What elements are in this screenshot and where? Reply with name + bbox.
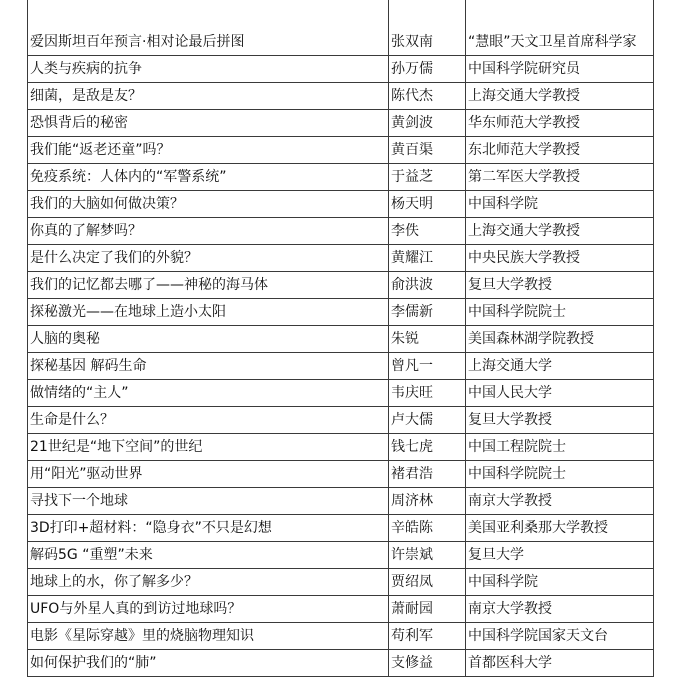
affiliation-cell: 第二军医大学教授 <box>466 164 654 191</box>
affiliation-cell: “慧眼”天文卫星首席科学家 <box>466 0 654 56</box>
affiliation-cell: 中国科学院研究员 <box>466 56 654 83</box>
topic-cell: 探秘基因 解码生命 <box>28 353 389 380</box>
topic-cell: 如何保护我们的“肺” <box>28 650 389 677</box>
topic-cell: 爱因斯坦百年预言·相对论最后拼图 <box>28 0 389 56</box>
table-row <box>28 137 654 164</box>
lecture-table-body <box>28 0 654 677</box>
table-row <box>28 407 654 434</box>
table-row <box>28 272 654 299</box>
affiliation-cell: 中国科学院 <box>466 569 654 596</box>
affiliation-cell: 华东师范大学教授 <box>466 110 654 137</box>
topic-cell: 恐惧背后的秘密 <box>28 110 389 137</box>
affiliation-cell: 中央民族大学教授 <box>466 245 654 272</box>
topic-cell: 人脑的奥秘 <box>28 326 389 353</box>
topic-cell: 21世纪是“地下空间”的世纪 <box>28 434 389 461</box>
topic-cell: 我们的记忆都去哪了——神秘的海马体 <box>28 272 389 299</box>
affiliation-cell: 中国科学院 <box>466 191 654 218</box>
topic-cell: 是什么决定了我们的外貌？ <box>28 245 389 272</box>
table-row <box>28 245 654 272</box>
speaker-cell: 周济林 <box>389 488 466 515</box>
speaker-cell: 萧耐园 <box>389 596 466 623</box>
topic-cell: 电影《星际穿越》里的烧脑物理知识 <box>28 623 389 650</box>
lecture-table <box>27 0 654 677</box>
topic-cell: 3D打印+超材料：“隐身衣”不只是幻想 <box>28 515 389 542</box>
affiliation-cell: 复旦大学 <box>466 542 654 569</box>
speaker-cell: 曾凡一 <box>389 353 466 380</box>
affiliation-cell: 上海交通大学教授 <box>466 83 654 110</box>
table-row <box>28 488 654 515</box>
affiliation-cell: 中国科学院院士 <box>466 299 654 326</box>
affiliation-cell: 东北师范大学教授 <box>466 137 654 164</box>
speaker-cell: 黄剑波 <box>389 110 466 137</box>
table-row <box>28 0 654 56</box>
table-row <box>28 434 654 461</box>
topic-cell: 解码5G “重塑”未来 <box>28 542 389 569</box>
table-row <box>28 650 654 677</box>
table-row <box>28 461 654 488</box>
table-row <box>28 542 654 569</box>
speaker-cell: 陈代杰 <box>389 83 466 110</box>
topic-cell: UFO与外星人真的到访过地球吗？ <box>28 596 389 623</box>
affiliation-cell: 复旦大学教授 <box>466 272 654 299</box>
topic-cell: 细菌，是敌是友？ <box>28 83 389 110</box>
speaker-cell: 韦庆旺 <box>389 380 466 407</box>
speaker-cell: 黄百渠 <box>389 137 466 164</box>
topic-cell: 探秘激光——在地球上造小太阳 <box>28 299 389 326</box>
speaker-cell: 褚君浩 <box>389 461 466 488</box>
table-row <box>28 353 654 380</box>
table-row <box>28 191 654 218</box>
table-row <box>28 164 654 191</box>
affiliation-cell: 复旦大学教授 <box>466 407 654 434</box>
speaker-cell: 黄耀江 <box>389 245 466 272</box>
affiliation-cell: 南京大学教授 <box>466 596 654 623</box>
table-row <box>28 83 654 110</box>
table-row <box>28 515 654 542</box>
affiliation-cell: 中国科学院院士 <box>466 461 654 488</box>
speaker-cell: 李佚 <box>389 218 466 245</box>
affiliation-cell: 美国森林湖学院教授 <box>466 326 654 353</box>
topic-cell: 寻找下一个地球 <box>28 488 389 515</box>
topic-cell: 你真的了解梦吗？ <box>28 218 389 245</box>
table-row <box>28 326 654 353</box>
affiliation-cell: 中国工程院院士 <box>466 434 654 461</box>
topic-cell: 免疫系统：人体内的“军警系统” <box>28 164 389 191</box>
affiliation-cell: 美国亚利桑那大学教授 <box>466 515 654 542</box>
table-row <box>28 569 654 596</box>
speaker-cell: 杨天明 <box>389 191 466 218</box>
speaker-cell: 钱七虎 <box>389 434 466 461</box>
affiliation-cell: 中国科学院国家天文台 <box>466 623 654 650</box>
topic-cell: 我们能“返老还童”吗？ <box>28 137 389 164</box>
speaker-cell: 辛皓陈 <box>389 515 466 542</box>
affiliation-cell: 首都医科大学 <box>466 650 654 677</box>
table-row <box>28 380 654 407</box>
speaker-cell: 于益芝 <box>389 164 466 191</box>
affiliation-cell: 上海交通大学教授 <box>466 218 654 245</box>
affiliation-cell: 上海交通大学 <box>466 353 654 380</box>
topic-cell: 生命是什么？ <box>28 407 389 434</box>
table-row <box>28 623 654 650</box>
table-row <box>28 299 654 326</box>
table-row <box>28 596 654 623</box>
topic-cell: 地球上的水，你了解多少？ <box>28 569 389 596</box>
topic-cell: 做情绪的“主人” <box>28 380 389 407</box>
speaker-cell: 朱锐 <box>389 326 466 353</box>
speaker-cell: 李儒新 <box>389 299 466 326</box>
topic-cell: 我们的大脑如何做决策？ <box>28 191 389 218</box>
affiliation-cell: 中国人民大学 <box>466 380 654 407</box>
table-row <box>28 56 654 83</box>
speaker-cell: 许崇斌 <box>389 542 466 569</box>
table-row <box>28 110 654 137</box>
speaker-cell: 支修益 <box>389 650 466 677</box>
affiliation-cell: 南京大学教授 <box>466 488 654 515</box>
speaker-cell: 苟利军 <box>389 623 466 650</box>
speaker-cell: 贾绍凤 <box>389 569 466 596</box>
topic-cell: 用“阳光”驱动世界 <box>28 461 389 488</box>
speaker-cell: 张双南 <box>389 0 466 56</box>
topic-cell: 人类与疾病的抗争 <box>28 56 389 83</box>
speaker-cell: 孙万儒 <box>389 56 466 83</box>
speaker-cell: 卢大儒 <box>389 407 466 434</box>
speaker-cell: 俞洪波 <box>389 272 466 299</box>
table-row <box>28 218 654 245</box>
